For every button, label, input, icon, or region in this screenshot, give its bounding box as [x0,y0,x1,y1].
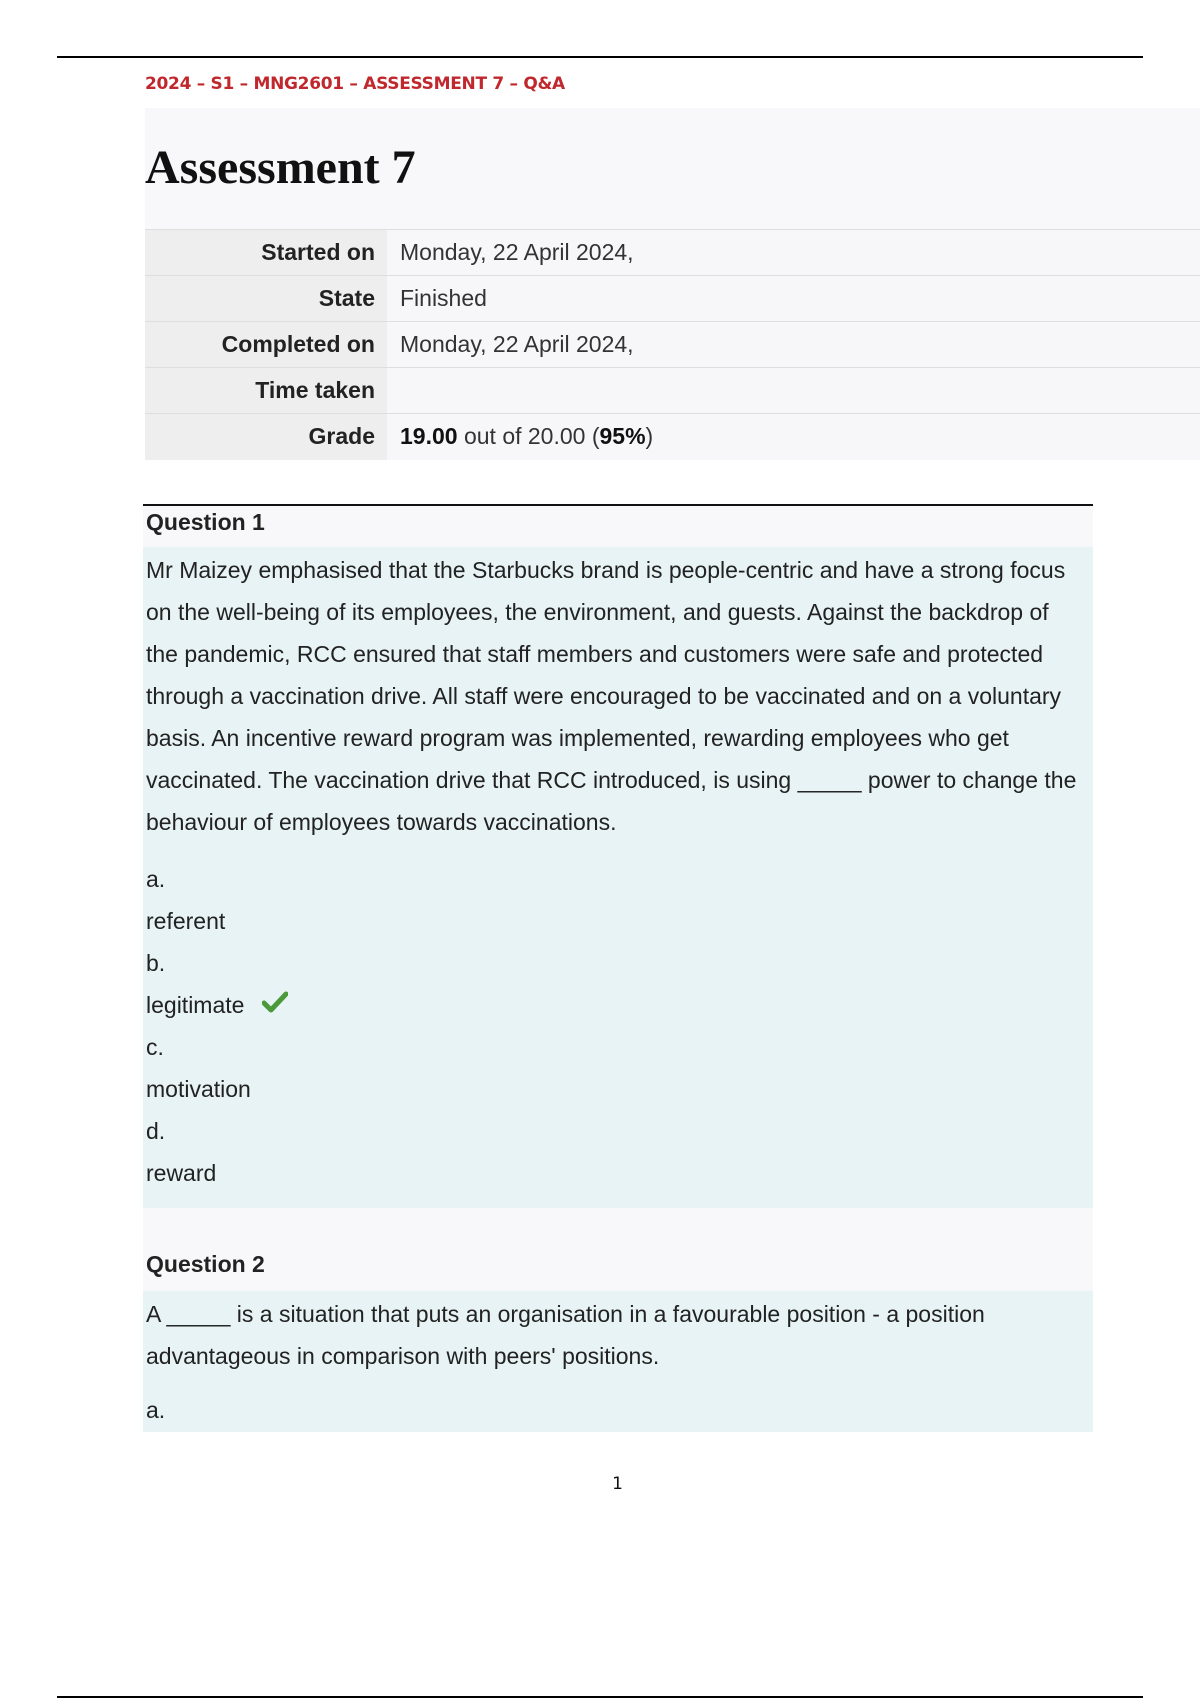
option-letter: c. [146,1034,164,1060]
option-text: referent [146,908,226,934]
option-b[interactable] [146,942,1083,1026]
summary-value: Monday, 22 April 2024, [387,230,1200,276]
option-text: reward [146,1160,217,1186]
question-2-body [143,1291,1093,1432]
option-text-row [146,984,1083,1026]
summary-value: Finished [387,276,1200,322]
option-text: legitimate [146,992,245,1018]
question-1-options [146,858,1083,1194]
option-text: motivation [146,1076,251,1102]
question-2-text: A _____ is a situation that puts an organisation in a favourable position - a position advantageous in comparison with peers' positions. [146,1301,985,1369]
option-letter: d. [146,1118,166,1144]
top-rule [57,56,1143,58]
summary-row-started [145,230,1200,276]
grade-out-of: out of 20.00 ( [457,423,600,450]
bottom-rule [57,1696,1143,1698]
summary-value: Monday, 22 April 2024, [387,322,1200,368]
summary-label: Completed on [145,322,387,368]
summary-label: Time taken [145,368,387,414]
summary-row-completed [145,322,1200,368]
option-letter: a. [146,866,166,892]
summary-row-state [145,276,1200,322]
option-letter: b. [146,950,166,976]
page-number: 1 [612,1474,623,1494]
question-1-text: Mr Maizey emphasised that the Starbucks brand is people-centric and have a strong focus on the well-being of its employees, the environment, and guests. Against the backdrop of the pandemic, RCC ensured that staff members and customers were safe and protected through a vaccination drive. All staff were encouraged to be vaccinated and on a voluntary basis. An incentive reward program was implemented, rewarding employees who get vaccinated. The vaccination drive that RCC introduced, is using _____ power to change the behaviour of employees towards vaccinations. [146,557,1077,835]
summary-row-time-taken [145,368,1200,414]
summary-value [387,368,1200,414]
option-c[interactable] [146,1026,1083,1110]
option-d[interactable] [146,1110,1083,1194]
summary-row-grade [145,414,1200,460]
option-letter: a. [146,1397,166,1423]
summary-label: State [145,276,387,322]
option-a[interactable] [146,1389,1083,1431]
attempt-summary-table [145,229,1200,460]
grade-score: 19.00 [400,423,458,450]
summary-label: Started on [145,230,387,276]
question-2-heading: Question 2 [143,1208,1093,1291]
option-a[interactable] [146,858,1083,942]
document-header: 2024 – S1 – MNG2601 – ASSESSMENT 7 – Q&A [145,74,565,94]
question-1-body [143,547,1093,1208]
question-2-options [146,1389,1083,1431]
page-title: Assessment 7 [145,141,416,194]
grade-close: ) [645,423,654,450]
grade-value [387,414,1200,460]
summary-label: Grade [145,414,387,460]
check-icon [262,984,288,1026]
question-1-heading: Question 1 [143,506,1093,547]
grade-percent: 95% [599,423,646,450]
